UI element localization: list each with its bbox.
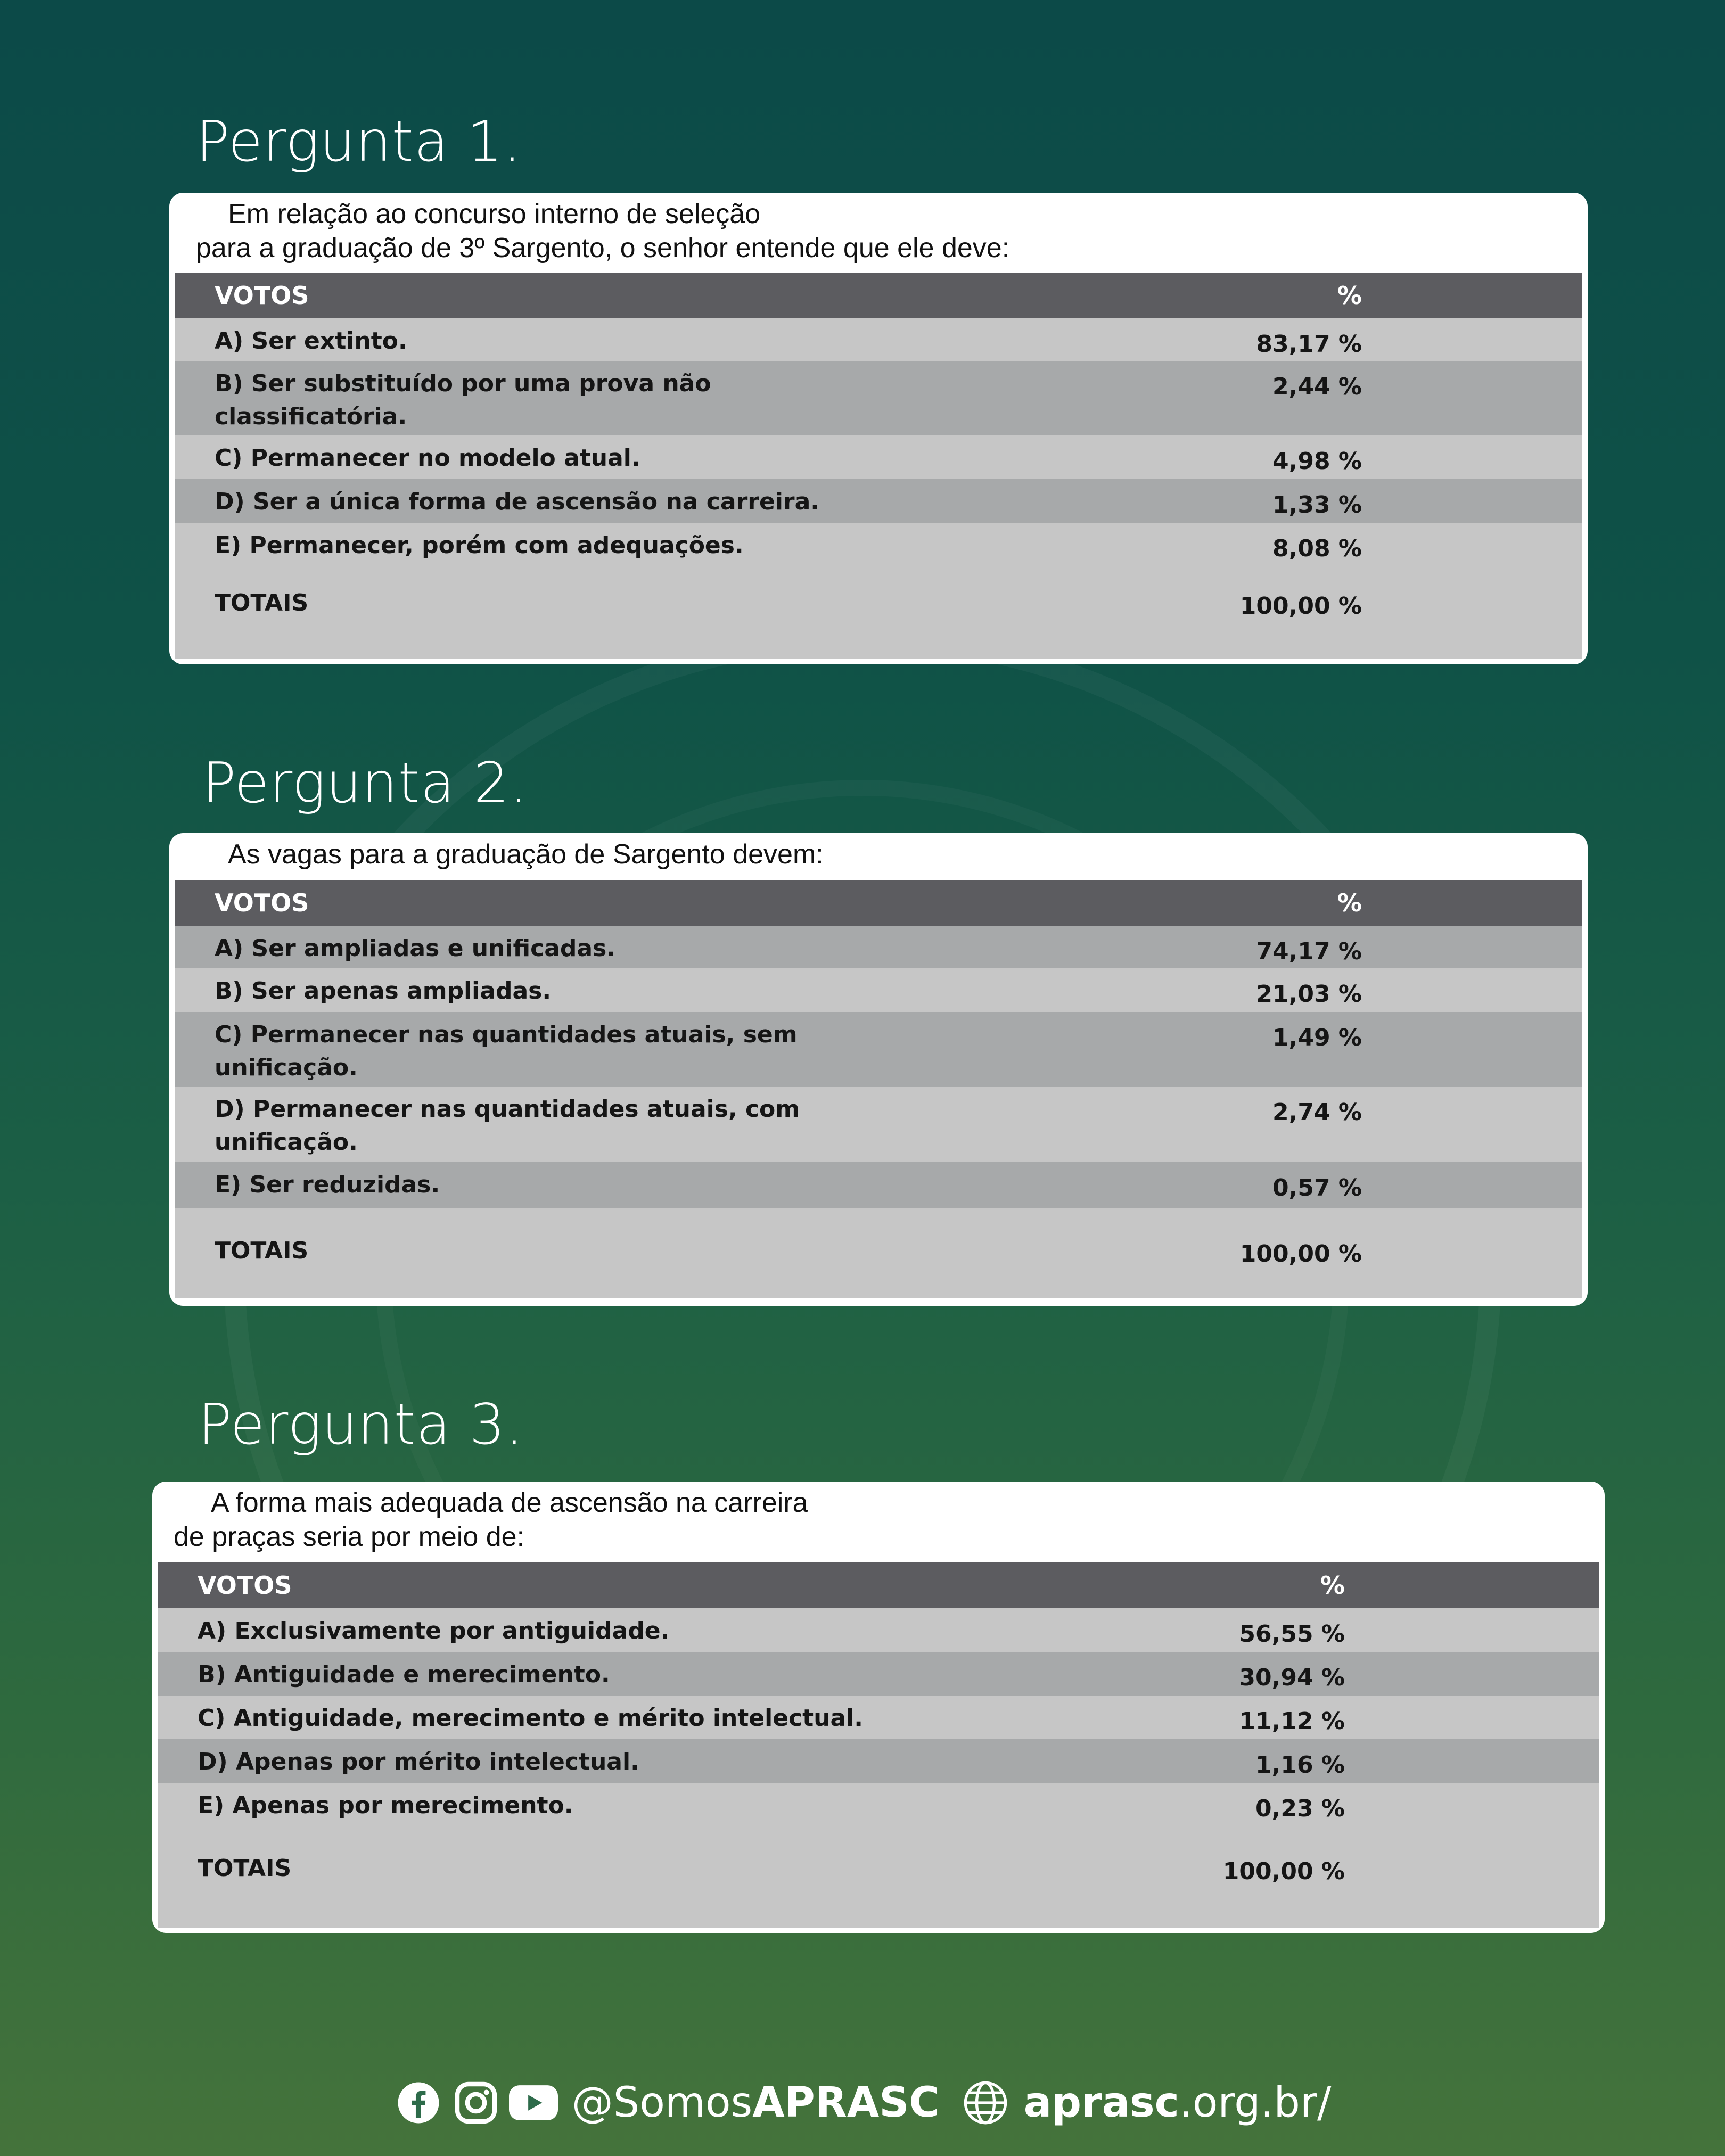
row-label-line1: C) Permanecer nas quantidades atuais, sem [215, 1021, 798, 1048]
row-label [175, 1018, 973, 1084]
row-label: E) Permanecer, porém com adequações. [215, 532, 744, 559]
row-percent: 30,94 % [1239, 1664, 1345, 1691]
row-percent: 1,16 % [1255, 1751, 1345, 1779]
question-1-card [169, 193, 1588, 664]
facebook-icon[interactable] [394, 2078, 443, 2127]
question-1-text [175, 193, 1582, 273]
social-handle[interactable] [572, 2079, 940, 2127]
header-votos: VOTOS [215, 281, 309, 310]
question-3-line2: de praças seria por meio de: [174, 1521, 525, 1552]
header-votos: VOTOS [215, 888, 309, 917]
question-2-table [175, 880, 1582, 1298]
totals-label: TOTAIS [198, 1855, 292, 1882]
table-row [175, 318, 1582, 361]
question-2-text [175, 833, 1582, 880]
row-label: E) Apenas por merecimento. [198, 1792, 573, 1819]
row-label: D) Apenas por mérito intelectual. [198, 1748, 639, 1775]
totals-percent: 100,00 % [1222, 1858, 1345, 1885]
row-label: C) Antiguidade, merecimento e mérito intelectual. [198, 1705, 864, 1732]
question-3-table [158, 1562, 1599, 1928]
header-percent: % [1320, 1571, 1345, 1600]
row-percent: 21,03 % [1256, 981, 1362, 1008]
row-percent: 74,17 % [1256, 938, 1362, 965]
row-percent: 11,12 % [1239, 1708, 1345, 1735]
row-percent: 2,74 % [1272, 1099, 1362, 1126]
table-row [175, 523, 1582, 576]
table-row [175, 968, 1582, 1012]
totals-label: TOTAIS [215, 589, 309, 616]
question-1-line1: Em relação ao concurso interno de seleção [228, 199, 761, 229]
row-label [175, 1093, 973, 1159]
row-label: C) Permanecer no modelo atual. [215, 445, 640, 472]
row-percent: 1,33 % [1272, 491, 1362, 519]
row-label-line1: B) Ser substituído por uma prova não [215, 370, 711, 397]
row-percent: 56,55 % [1239, 1620, 1345, 1648]
website-link[interactable] [1024, 2079, 1332, 2127]
row-label [175, 367, 973, 433]
handle-bold: APRASC [752, 2079, 940, 2127]
table-header [158, 1562, 1599, 1608]
row-percent: 0,23 % [1255, 1795, 1345, 1822]
question-3-text [158, 1482, 1599, 1562]
row-percent: 2,44 % [1272, 373, 1362, 400]
row-label: A) Ser ampliadas e unificadas. [215, 935, 615, 962]
table-row [175, 1012, 1582, 1087]
header-percent: % [1337, 888, 1362, 917]
header-votos: VOTOS [198, 1571, 292, 1600]
totals-row [175, 576, 1582, 659]
table-row [158, 1696, 1599, 1739]
site-rest: .org.br/ [1179, 2079, 1332, 2127]
youtube-icon[interactable] [509, 2078, 558, 2127]
row-label-line2: unificação. [215, 1129, 358, 1156]
table-row [158, 1783, 1599, 1836]
row-label: B) Antiguidade e merecimento. [198, 1661, 610, 1688]
row-percent: 8,08 % [1272, 535, 1362, 562]
row-label-line2: unificação. [215, 1054, 358, 1081]
handle-prefix: @Somos [571, 2079, 753, 2127]
question-2-line1: As vagas para a graduação de Sargento devem: [228, 839, 824, 870]
table-row [175, 479, 1582, 523]
table-row [158, 1739, 1599, 1783]
question-1-line2: para a graduação de 3º Sargento, o senhor entende que ele deve: [196, 233, 1010, 264]
totals-row [158, 1836, 1599, 1928]
question-1-title: Pergunta 1. [196, 109, 522, 174]
table-row [175, 435, 1582, 479]
question-3-line1: A forma mais adequada de ascensão na carreira [211, 1487, 808, 1518]
table-row [175, 1087, 1582, 1162]
row-label-line1: D) Permanecer nas quantidades atuais, com [215, 1096, 800, 1123]
footer [0, 2071, 1725, 2135]
row-label-line2: classificatória. [215, 403, 407, 430]
site-bold: aprasc [1023, 2079, 1179, 2127]
table-row [175, 361, 1582, 435]
globe-icon [961, 2078, 1010, 2127]
question-2-title: Pergunta 2. [202, 751, 528, 816]
question-1-table [175, 273, 1582, 659]
instagram-icon[interactable] [451, 2078, 500, 2127]
row-label: E) Ser reduzidas. [215, 1171, 440, 1198]
table-row [175, 926, 1582, 968]
totals-row [175, 1208, 1582, 1298]
row-percent: 0,57 % [1272, 1174, 1362, 1202]
question-3-card [152, 1482, 1605, 1933]
row-percent: 4,98 % [1272, 448, 1362, 475]
row-percent: 1,49 % [1272, 1024, 1362, 1051]
question-3-title: Pergunta 3. [198, 1392, 524, 1457]
table-row [158, 1652, 1599, 1696]
header-percent: % [1337, 281, 1362, 310]
row-percent: 83,17 % [1256, 331, 1362, 358]
row-label: A) Ser extinto. [215, 327, 407, 355]
question-2-card [169, 833, 1588, 1306]
table-header [175, 273, 1582, 318]
row-label: A) Exclusivamente por antiguidade. [198, 1617, 670, 1644]
row-label: D) Ser a única forma de ascensão na carreira. [215, 488, 820, 515]
totals-percent: 100,00 % [1239, 593, 1362, 620]
row-label: B) Ser apenas ampliadas. [215, 977, 552, 1005]
table-row [158, 1608, 1599, 1652]
totals-percent: 100,00 % [1239, 1240, 1362, 1268]
totals-label: TOTAIS [215, 1237, 309, 1264]
table-header [175, 880, 1582, 926]
table-row [175, 1162, 1582, 1208]
